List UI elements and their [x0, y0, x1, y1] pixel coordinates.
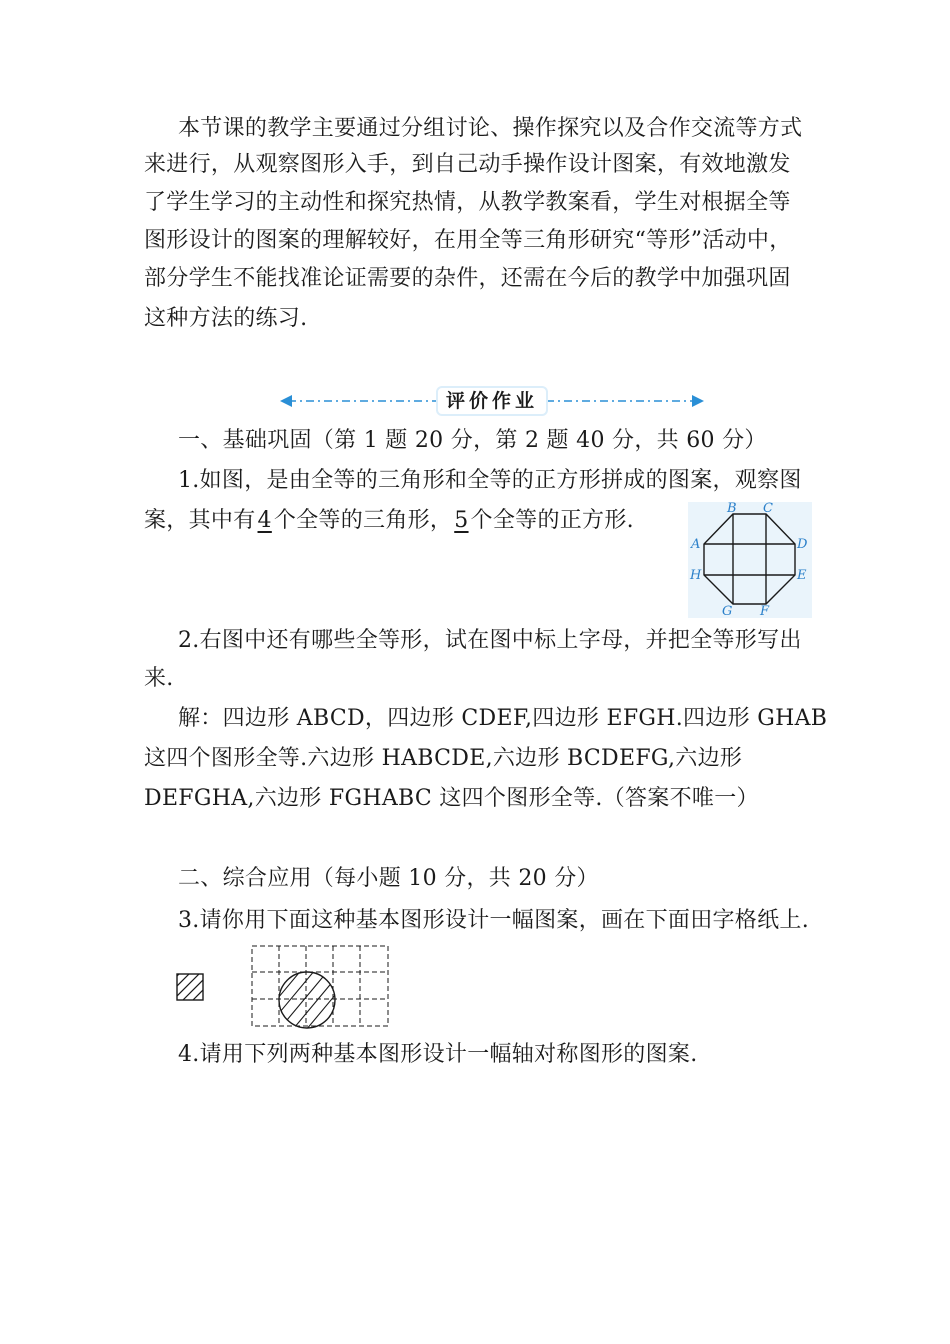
- label-D: D: [797, 537, 808, 552]
- q2-line-2: 来.: [144, 666, 174, 691]
- label-G: G: [722, 604, 733, 618]
- reflection-line-3: 了学生学习的主动性和探究热情，从教学教案看，学生对根据全等: [144, 190, 791, 215]
- label-E: E: [797, 568, 807, 583]
- q1-answer-squares: 5: [454, 508, 469, 533]
- q2-line-1: 2.右图中还有哪些全等形，试在图中标上字母，并把全等形写出: [178, 628, 802, 653]
- q3-text: 3.请你用下面这种基本图形设计一幅图案，画在下面田字格纸上.: [178, 908, 809, 933]
- label-A: A: [691, 537, 701, 552]
- q1-line-1: 1.如图，是由全等的三角形和全等的正方形拼成的图案，观察图: [178, 468, 802, 493]
- q1-answer-triangles: 4: [257, 508, 272, 533]
- label-F: F: [760, 604, 770, 618]
- section1-heading: 一、基础巩固（第 1 题 20 分，第 2 题 40 分，共 60 分）: [178, 428, 767, 453]
- label-H: H: [690, 568, 702, 583]
- q1-text-mid: 个全等的三角形，: [273, 508, 453, 533]
- q1-text-pre: 案，其中有: [144, 508, 256, 533]
- reflection-line-1: 本节课的教学主要通过分组讨论、操作探究以及合作交流等方式: [178, 116, 803, 141]
- banner-title: 评价作业: [436, 386, 548, 416]
- hatched-square-shape: [175, 972, 207, 1004]
- q2-answer-2: 这四个图形全等.六边形 HABCDE,六边形 BCDEFG,六边形: [144, 746, 743, 771]
- q1-line-2: [144, 506, 634, 536]
- label-C: C: [763, 502, 773, 516]
- label-B: B: [727, 502, 737, 516]
- reflection-line-4: 图形设计的图案的理解较好，在用全等三角形研究“等形”活动中，: [144, 228, 792, 253]
- evaluation-banner: [278, 384, 706, 418]
- reflection-line-5: 部分学生不能找准论证需要的杂件，还需在今后的教学中加强巩固: [144, 266, 791, 291]
- q1-text-post: 个全等的正方形.: [470, 508, 634, 533]
- q2-answer-1: 解：四边形 ABCD，四边形 CDEF,四边形 EFGH.四边形 GHAB: [178, 706, 828, 731]
- banner-right-arrow-icon: [692, 395, 704, 407]
- q2-answer-3: DEFGHA,六边形 FGHABC 这四个图形全等.（答案不唯一）: [144, 786, 759, 811]
- grid-paper[interactable]: [250, 944, 394, 1030]
- octagon-figure: [688, 502, 812, 618]
- banner-left-arrow-icon: [280, 395, 292, 407]
- figure-background: [688, 502, 812, 618]
- q4-text: 4.请用下列两种基本图形设计一幅轴对称图形的图案.: [178, 1042, 698, 1067]
- reflection-line-2: 来进行，从观察图形入手，到自己动手操作设计图案，有效地激发: [144, 152, 791, 177]
- section2-heading: 二、综合应用（每小题 10 分，共 20 分）: [178, 866, 599, 891]
- reflection-line-6: 这种方法的练习.: [144, 306, 308, 331]
